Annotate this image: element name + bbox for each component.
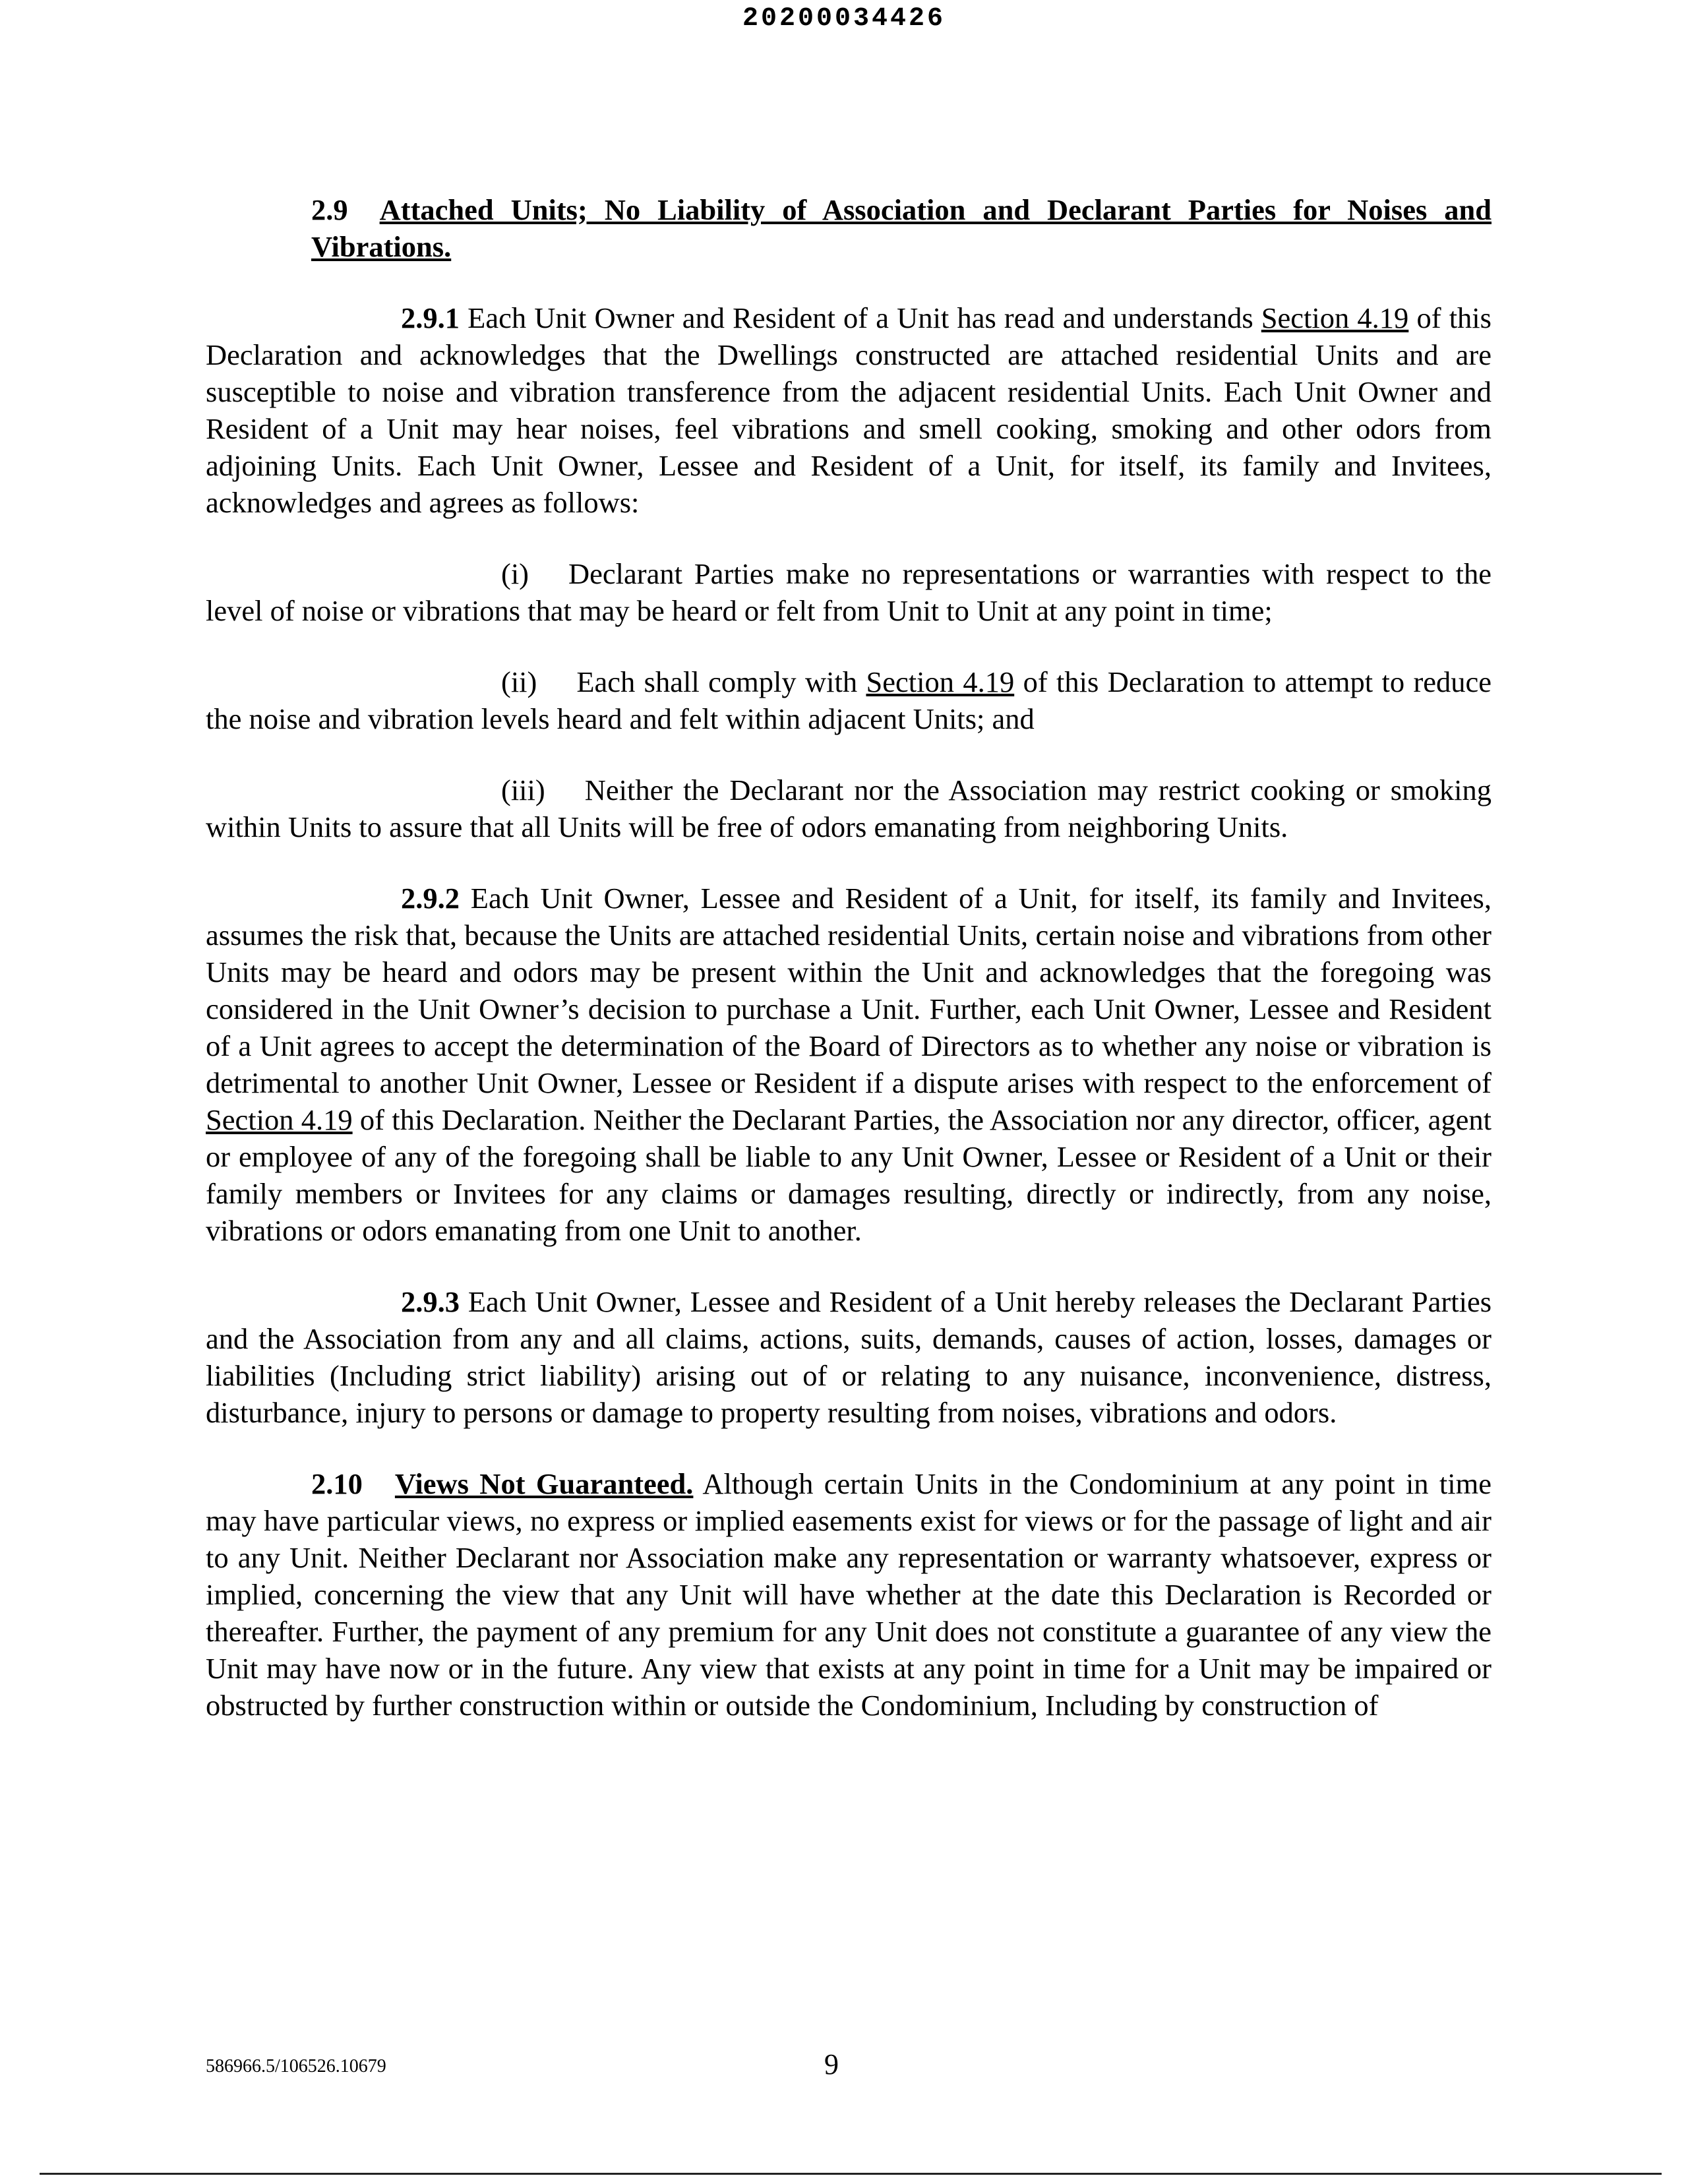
section-2-9-1-text-b: of this Declaration and acknowledges that the Dwellings constructed are attached residential Units and are susceptible to noise and vibration transference from the adjacent residential Units. Each Unit Owner and Resident of a Unit may hear noises, feel vibrations and smell cooking, smoking and other odors from adjoining Units. Each Unit Owner, Lessee and Resident of a Unit, for itself, its family and Invitees, acknowledges and agrees as follows: — [206, 301, 1492, 519]
item-i-label: (i) — [501, 557, 529, 590]
item-iii — [206, 772, 1492, 845]
section-2-9-1 — [206, 299, 1492, 521]
section-2-9-3-number: 2.9.3 — [401, 1285, 460, 1318]
section-2-9-3 — [206, 1283, 1492, 1431]
item-iii-label: (iii) — [501, 774, 545, 806]
recording-number: 20200034426 — [742, 4, 946, 34]
section-2-9-2-text-a: Each Unit Owner, Lessee and Resident of a Unit, for itself, its family and Invitees, assumes the risk that, because the Units are attached residential Units, certain noise and vibrations from other Units may be heard and odors may be present within the Unit and acknowledges that the foregoing was considered in the Unit Owner’s decision to purchase a Unit. Further, each Unit Owner, Lessee and Resident of a Unit agrees to accept the determination of the Board of Directors as to whether any noise or vibration is detrimental to another Unit Owner, Lessee or Resident if a dispute arises with respect to the enforcement of — [206, 882, 1492, 1099]
footer-document-id: 586966.5/106526.10679 — [206, 2056, 386, 2077]
section-2-9-2-number: 2.9.2 — [401, 882, 460, 915]
section-2-9-number: 2.9 — [311, 193, 348, 226]
section-2-9-1-text-a: Each Unit Owner and Resident of a Unit has read and understands — [467, 301, 1253, 334]
bottom-divider — [40, 2173, 1662, 2175]
item-i-text: Declarant Parties make no representations or warranties with respect to the level of noise or vibrations that may be heard or felt from Unit to Unit at any point in time; — [206, 557, 1492, 627]
section-2-10-number: 2.10 — [311, 1467, 363, 1500]
item-ii-label: (ii) — [501, 665, 537, 698]
item-ii-text-b: of this Declaration to attempt to reduce the noise and vibration levels heard and felt within adjacent Units; and — [206, 665, 1492, 735]
section-2-9-2 — [206, 880, 1492, 1249]
section-4-19-reference[interactable]: Section 4.19 — [1261, 301, 1409, 334]
section-2-9-heading — [206, 191, 1492, 265]
section-2-9-title: Attached Units; No Liability of Association and Declarant Parties for Noises and Vibrations. — [311, 193, 1492, 263]
section-2-10-title: Views Not Guaranteed. — [394, 1467, 694, 1500]
section-4-19-reference[interactable]: Section 4.19 — [206, 1103, 353, 1136]
item-iii-text: Neither the Declarant nor the Association may restrict cooking or smoking within Units to assure that all Units will be free of odors emanating from neighboring Units. — [206, 774, 1492, 843]
section-4-19-reference[interactable]: Section 4.19 — [866, 665, 1015, 698]
page-number: 9 — [824, 2048, 839, 2080]
item-i — [206, 555, 1492, 629]
section-2-10-text: Although certain Units in the Condominium at any point in time may have particular views, no express or implied easements exist for views or for the passage of light and air to any Unit. Neither Declarant nor Association make any representation or warranty whatsoever, express or implied, concerning the view that any Unit will have whether at the date this Declaration is Recorded or thereafter. Further, the payment of any premium for any Unit does not constitute a guarantee of any view the Unit may have now or in the future. Any view that exists at any point in time for a Unit may be impaired or obstructed by further construction within or outside the Condominium, Including by construction of — [206, 1467, 1492, 1722]
item-ii-text-a: Each shall comply with — [576, 665, 858, 698]
document-body — [206, 191, 1492, 1758]
section-2-9-3-text: Each Unit Owner, Lessee and Resident of a Unit hereby releases the Declarant Parties and the Association from any and all claims, actions, suits, demands, causes of action, losses, damages or liabilities (Including strict liability) arising out of or relating to any nuisance, inconvenience, distress, disturbance, injury to persons or damage to property resulting from noises, vibrations and odors. — [206, 1285, 1492, 1429]
section-2-10 — [206, 1465, 1492, 1724]
section-2-9-2-text-b: of this Declaration. Neither the Declarant Parties, the Association nor any director, officer, agent or employee of any of the foregoing shall be liable to any Unit Owner, Lessee or Resident of a Unit or their family members or Invitees for any claims or damages resulting, directly or indirectly, from any noise, vibrations or odors emanating from one Unit to another. — [206, 1103, 1492, 1247]
section-2-9-1-number: 2.9.1 — [401, 301, 460, 334]
item-ii — [206, 663, 1492, 737]
